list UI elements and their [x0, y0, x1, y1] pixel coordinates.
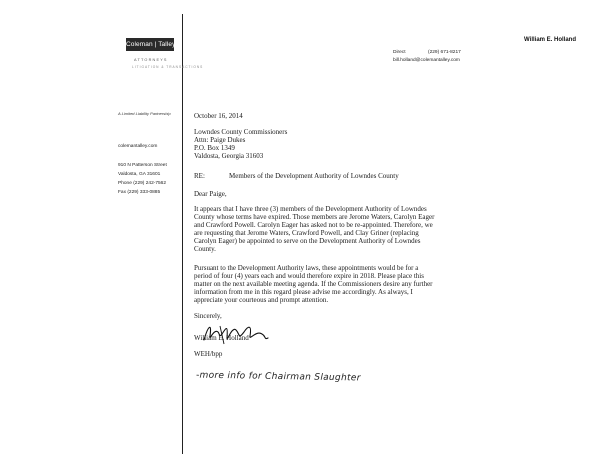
firm-street: 910 N Patterson Street [118, 163, 167, 168]
signer-name: William E. Holland [194, 334, 249, 342]
letter-paragraph-1: It appears that I have three (3) members of the Development Authority of Lowndes County whose terms have expired. Those members are Jerome Waters, Carolyn Eager and Crawford Powell. Carolyn Eager has asked not to be re-appointed. Therefore, we are requesting that Jerome Waters, Crawford Powell, and Clay Griner (replacing Carolyn Eager) be appointed to serve on the Development Authority of Lowndes County. [194, 205, 435, 253]
firm-website: colemantalley.com [118, 144, 158, 149]
recipient-line: Valdosta, Georgia 31603 [194, 152, 264, 160]
recipient-line: P.O. Box 1349 [194, 144, 235, 152]
typist-initials: WEH/bpp [194, 350, 223, 358]
recipient-line: Attn: Paige Dukes [194, 136, 246, 144]
recipient-line: Lowndes County Commissioners [194, 128, 288, 136]
letter-greeting: Dear Paige, [194, 190, 227, 198]
letter-date: October 16, 2014 [194, 112, 243, 120]
firm-phone: Phone (229) 242-7562 [118, 181, 167, 186]
handwritten-note: -more info for Chairman Slaughter [195, 370, 361, 384]
author-header [524, 37, 576, 43]
firm-partnership: A Limited Liability Partnership [118, 111, 171, 116]
letter-closing: Sincerely, [194, 312, 222, 320]
re-subject: Members of the Development Authority of Lowndes County [229, 172, 399, 180]
firm-subtitle: ATTORNEYS [134, 58, 168, 62]
re-label: RE: [194, 172, 205, 180]
author-direct-phone: (229) 671-8217 [428, 50, 461, 55]
firm-contact-block [118, 142, 167, 197]
firm-logo: Coleman | Talley [126, 38, 174, 51]
firm-fax: Fax (229) 333-0885 [118, 190, 161, 195]
firm-tagline: LITIGATION & TRANSACTIONS [132, 65, 204, 69]
sidebar-divider [182, 14, 183, 454]
letter-paragraph-2: Pursuant to the Development Authority laws, these appointments would be for a period of four (4) years each and would therefore expire in 2018. Please place this matter on the next available meeting agenda. If the Commissioners desire any further information from me in this regard please advise me accordingly. As always, I appreciate your courteous and prompt attention. [194, 264, 433, 304]
author-email: bill.holland@colemantalley.com [393, 58, 460, 63]
author-name: William E. Holland [524, 37, 576, 43]
firm-city: Valdosta, GA 31601 [118, 172, 161, 177]
author-direct-label: Direct [393, 50, 406, 55]
recipient-address [194, 128, 287, 160]
